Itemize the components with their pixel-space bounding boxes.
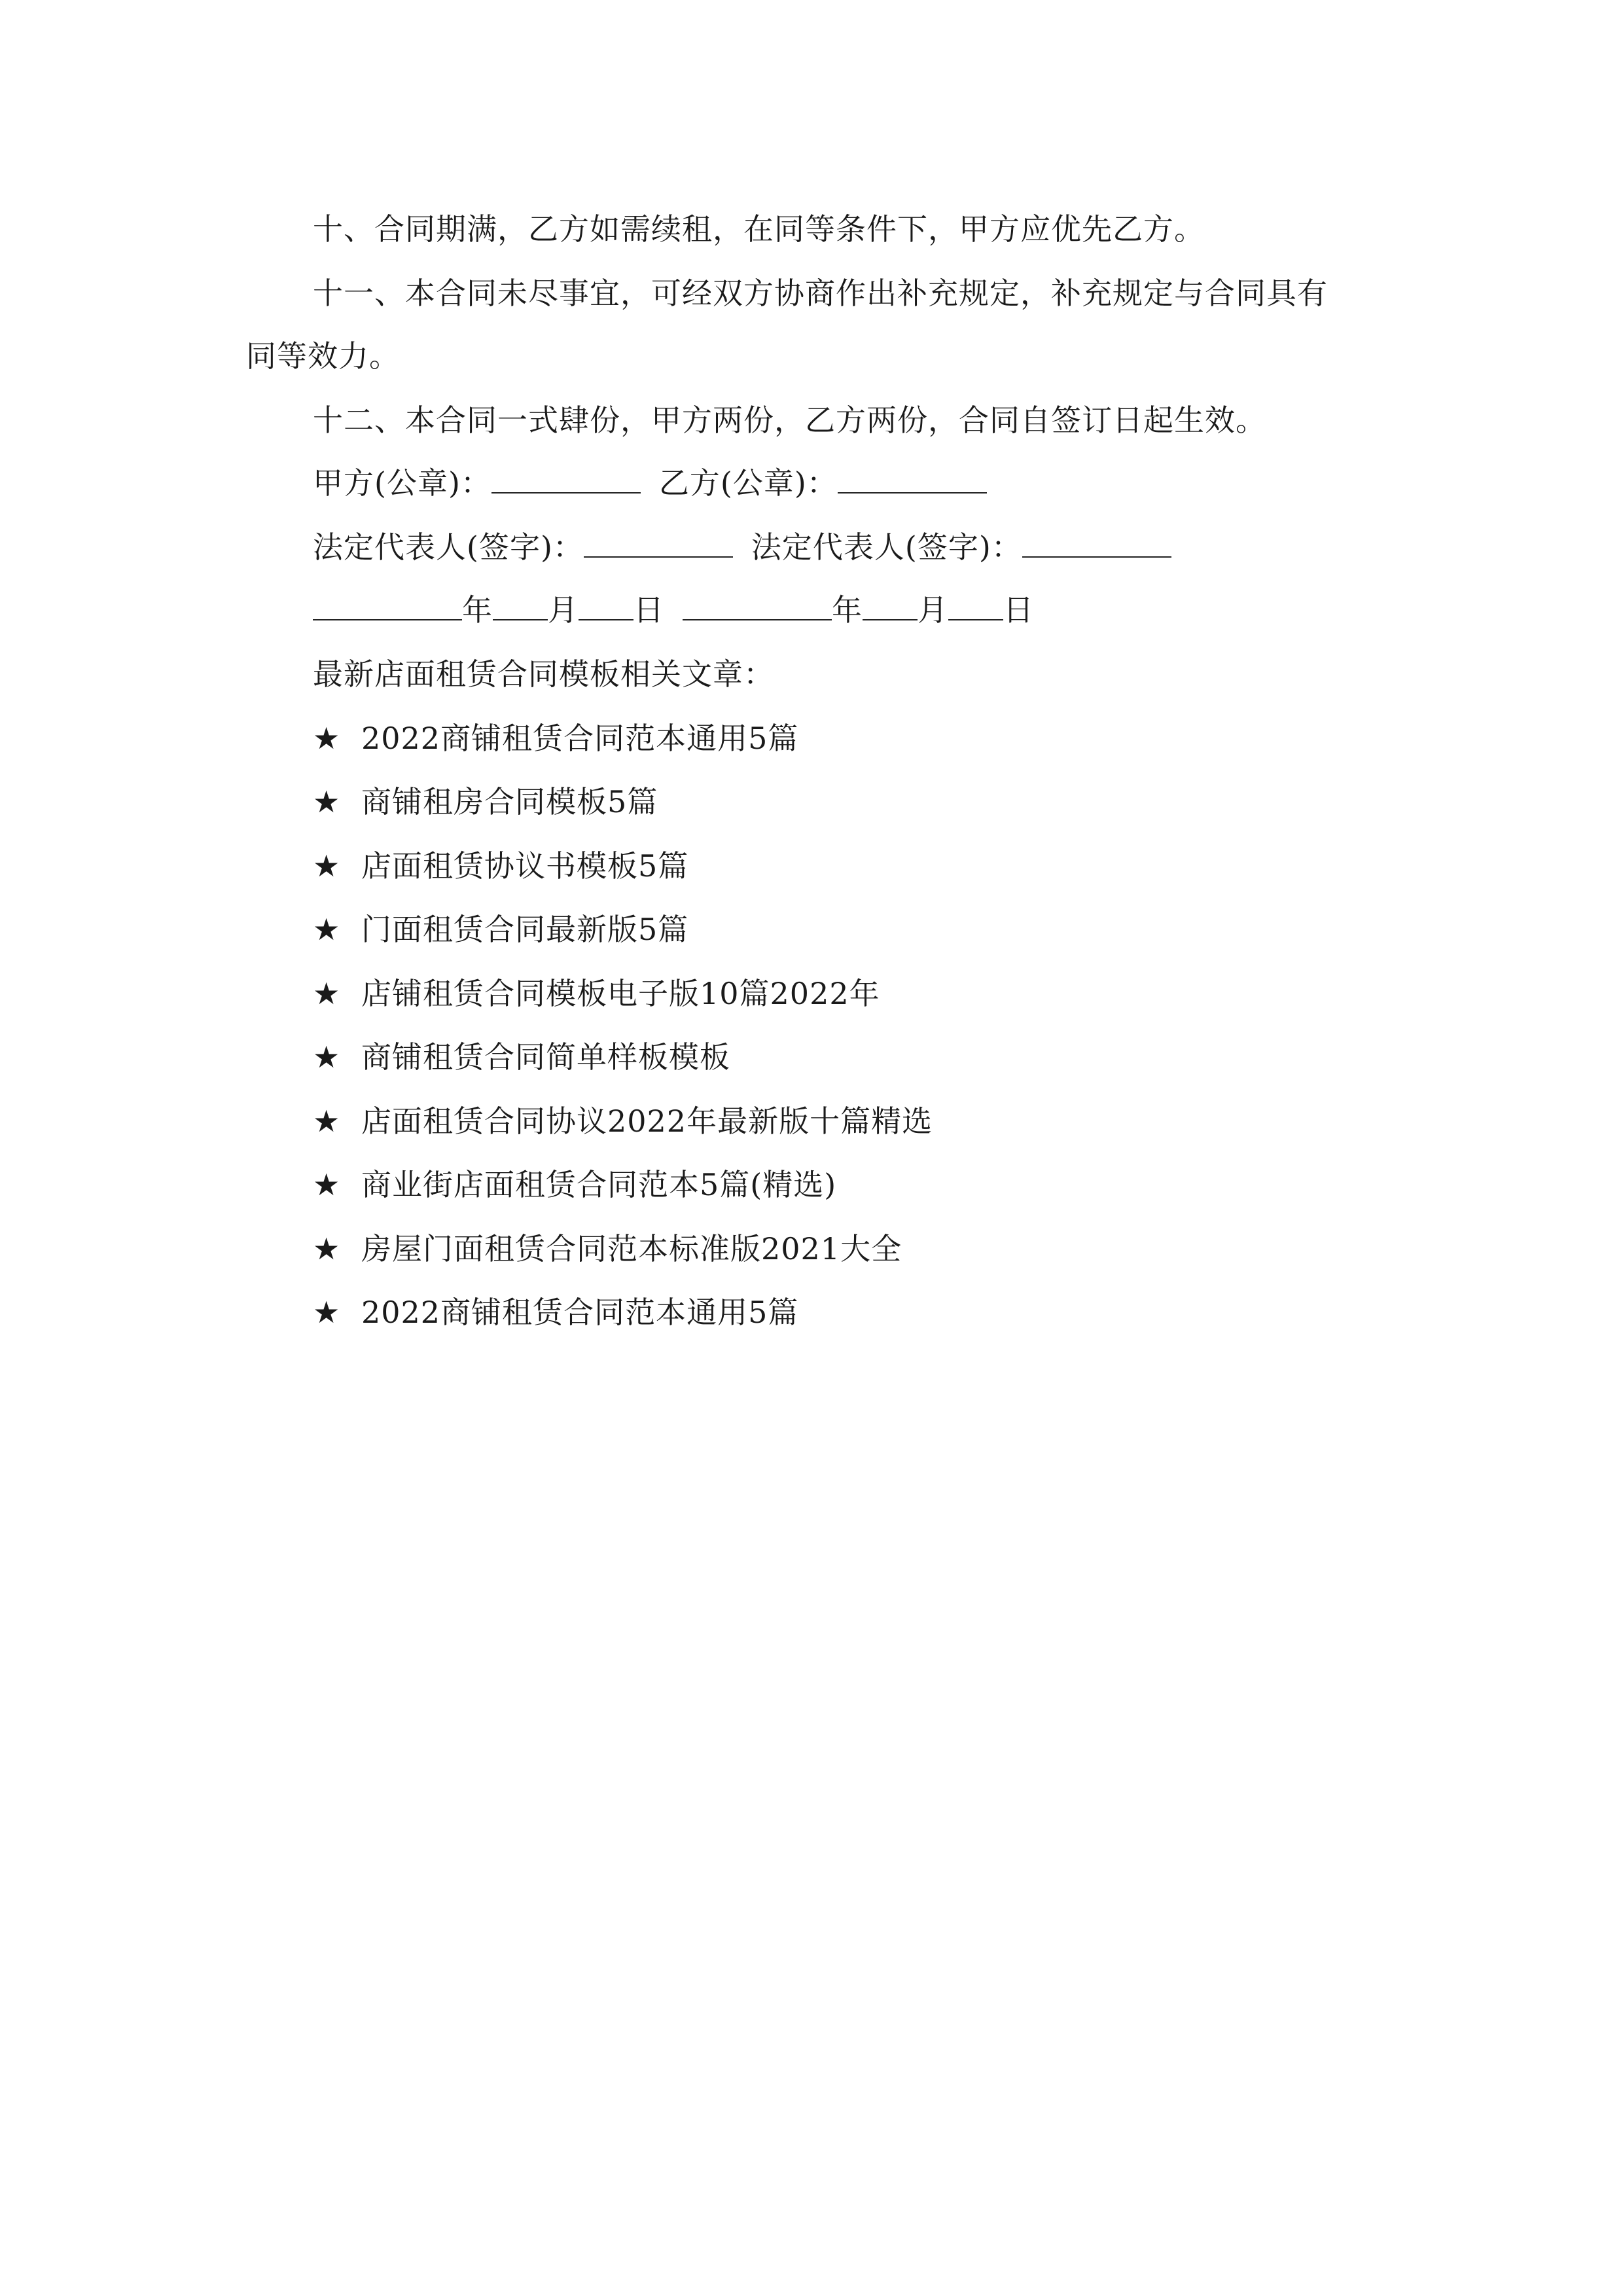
rep-a-blank[interactable] bbox=[584, 528, 733, 558]
star-icon: ★ bbox=[313, 1039, 341, 1075]
date-b-day-blank[interactable] bbox=[948, 590, 1003, 620]
related-item[interactable] bbox=[313, 1037, 730, 1077]
star-icon: ★ bbox=[313, 1167, 341, 1202]
rep-a-label: 法定代表人(签字)： bbox=[313, 529, 584, 565]
related-item-label[interactable]: 店面租赁合同协议2022年最新版十篇精选 bbox=[361, 1103, 933, 1139]
rep-b-label: 法定代表人(签字)： bbox=[751, 529, 1022, 565]
star-icon: ★ bbox=[313, 1231, 341, 1266]
related-item-label[interactable]: 商业街店面租赁合同范本5篇(精选) bbox=[361, 1167, 837, 1202]
star-icon: ★ bbox=[313, 848, 341, 884]
clause-10: 十、合同期满，乙方如需续租，在同等条件下，甲方应优先乙方。 bbox=[313, 211, 1205, 247]
related-item[interactable] bbox=[313, 782, 658, 821]
party-b-seal-label: 乙方(公章)： bbox=[658, 465, 838, 501]
date-a-year-label: 年 bbox=[462, 592, 493, 628]
related-item[interactable] bbox=[313, 1293, 798, 1332]
related-item[interactable] bbox=[313, 846, 688, 886]
seal-line bbox=[313, 463, 987, 503]
date-a-day-label: 日 bbox=[633, 592, 664, 628]
related-item-label[interactable]: 店面租赁协议书模板5篇 bbox=[361, 848, 689, 884]
related-item[interactable] bbox=[313, 1165, 836, 1204]
star-icon: ★ bbox=[313, 784, 341, 819]
star-icon: ★ bbox=[313, 976, 341, 1011]
related-item[interactable] bbox=[313, 1229, 902, 1268]
clause-11-line-1: 十一、本合同未尽事宜，可经双方协商作出补充规定，补充规定与合同具有 bbox=[313, 276, 1328, 311]
star-icon: ★ bbox=[313, 1295, 341, 1330]
related-item[interactable] bbox=[313, 719, 798, 758]
clause-11-line-2: 同等效力。 bbox=[246, 338, 400, 374]
date-a-day-blank[interactable] bbox=[579, 590, 633, 620]
related-item-label[interactable]: 商铺租房合同模板5篇 bbox=[361, 784, 658, 819]
date-a-year-blank[interactable] bbox=[313, 590, 462, 620]
rep-b-blank[interactable] bbox=[1022, 528, 1171, 558]
related-heading: 最新店面租赁合同模板相关文章： bbox=[313, 656, 774, 692]
related-item-label[interactable]: 店铺租赁合同模板电子版10篇2022年 bbox=[361, 976, 880, 1011]
star-icon: ★ bbox=[313, 912, 341, 947]
date-b-year-label: 年 bbox=[832, 592, 863, 628]
related-item[interactable] bbox=[313, 910, 688, 949]
clause-12: 十二、本合同一式肆份，甲方两份，乙方两份，合同自签订日起生效。 bbox=[313, 403, 1266, 438]
related-item-label[interactable]: 商铺租赁合同简单样板模板 bbox=[361, 1039, 730, 1075]
party-b-seal-blank[interactable] bbox=[838, 463, 987, 493]
party-a-seal-blank[interactable] bbox=[491, 463, 641, 493]
party-a-seal-label: 甲方(公章)： bbox=[313, 465, 491, 501]
date-b-month-blank[interactable] bbox=[863, 590, 918, 620]
star-icon: ★ bbox=[313, 721, 341, 756]
related-item-label[interactable]: 门面租赁合同最新版5篇 bbox=[361, 912, 689, 947]
date-line bbox=[313, 590, 1034, 630]
related-item-label[interactable]: 2022商铺租赁合同范本通用5篇 bbox=[361, 721, 799, 756]
representative-line bbox=[313, 528, 1171, 567]
date-b-year-blank[interactable] bbox=[683, 590, 832, 620]
date-b-month-label: 月 bbox=[918, 592, 948, 628]
date-a-month-label: 月 bbox=[548, 592, 579, 628]
related-item[interactable] bbox=[313, 974, 880, 1013]
related-item-label[interactable]: 房屋门面租赁合同范本标准版2021大全 bbox=[361, 1231, 902, 1266]
related-item-label[interactable]: 2022商铺租赁合同范本通用5篇 bbox=[361, 1295, 799, 1330]
star-icon: ★ bbox=[313, 1103, 341, 1139]
related-item[interactable] bbox=[313, 1102, 933, 1141]
date-a-month-blank[interactable] bbox=[493, 590, 548, 620]
date-b-day-label: 日 bbox=[1003, 592, 1034, 628]
